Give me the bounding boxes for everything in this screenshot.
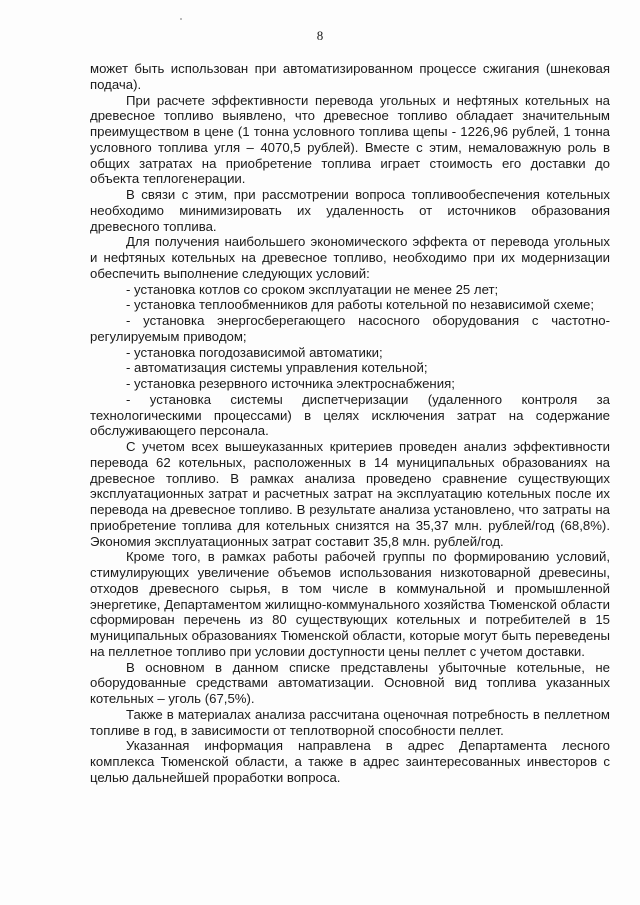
page-number: 8	[316, 28, 324, 43]
paragraph-pellet-demand: Также в материалах анализа рассчитана оценочная потребность в пеллетном топливе в год, в зависимости от теплотворной способности пеллет.	[90, 706, 610, 738]
list-item: - установка системы диспетчеризации (удаленного контроля за технологическими процессами) в целях исключения затрат на содержание обслуживающего персонала.	[90, 391, 610, 439]
list-item: - установка погодозависимой автоматики;	[126, 344, 383, 360]
list-item: - установка теплообменников для работы котельной по независимой схеме;	[126, 297, 595, 313]
paragraph-information-sent: Указанная информация направлена в адрес Департамента лесного комплекса Тюменской области, а также в адрес заинтересованных инвесторов с целью дальнейшей проработки вопроса.	[90, 738, 610, 785]
paragraph-analysis: С учетом всех вышеуказанных критериев проведен анализ эффективности перевода 62 котельных, расположенных в 14 муниципальных образованиях на древесное топливо. В рамках анализа проведено сравнение существующих эксплуатационных затрат и расчетных затрат на эксплуатацию котельных после их перевода на древесное топливо. В результате анализа установлено, что затраты на приобретение топлива для котельных снизятся на 35,37 млн. рублей/год (68,8%). Экономия эксплуатационных затрат составит 35,8 млн. рублей/год.	[90, 439, 610, 549]
body-text	[90, 61, 610, 786]
list-item: - установка энергосберегающего насосного оборудования с частотно-регулируемым приводом;	[90, 313, 610, 344]
paragraph-conditions-intro: Для получения наибольшего экономического эффекта от перевода угольных и нефтяных котельных на древесное топливо, необходимо при их модернизации обеспечить выполнение следующих условий:	[90, 234, 610, 281]
paragraph-continuation: может быть использован при автоматизированном процессе сжигания (шнековая подача).	[90, 61, 610, 92]
paragraph-unprofitable: В основном в данном списке представлены убыточные котельные, не оборудованные средствами автоматизации. Основной вид топлива указанных котельных – уголь (67,5%).	[90, 659, 610, 706]
paragraph-working-group: Кроме того, в рамках работы рабочей группы по формированию условий, стимулирующих увеличение объемов использования низкотоварной древесины, отходов древесного сырья, в том числе в коммунальной и промышленной энергетике, Департаментом жилищно-коммунального хозяйства Тюменской области сформирован перечень из 80 существующих котельных и потребителей в 15 муниципальных образованиях Тюменской области, которые могут быть переведены на пеллетное топливо при условии доступности цены пеллет с учетом доставки.	[90, 549, 610, 659]
list-item: - установка котлов со сроком эксплуатации не менее 25 лет;	[126, 281, 499, 297]
paragraph-distance: В связи с этим, при рассмотрении вопроса топливообеспечения котельных необходимо минимизировать их удаленность от источников образования древесного топлива.	[90, 187, 610, 234]
list-item: - установка резервного источника электроснабжения;	[126, 376, 455, 391]
list-item: - автоматизация системы управления котельной;	[126, 360, 428, 376]
scan-speck	[180, 18, 182, 20]
paragraph-fuel-price: При расчете эффективности перевода угольных и нефтяных котельных на древесное топливо выявлено, что древесное топливо обладает значительным преимуществом в цене (1 тонна условного топлива щепы - 1226,96 рублей, 1 тонна условного топлива угля – 4070,5 рублей). Вместе с этим, немаловажную роль в общих затратах на приобретение топлива играет стоимость его доставки до объекта теплогенерации.	[90, 92, 610, 187]
